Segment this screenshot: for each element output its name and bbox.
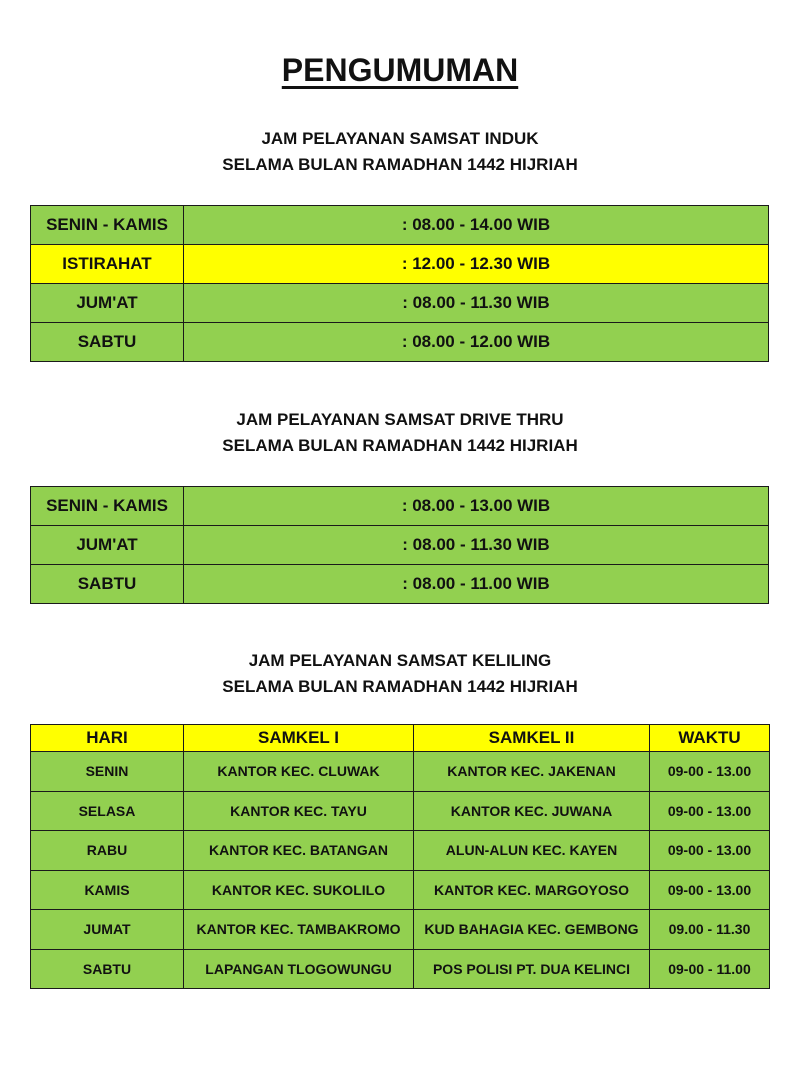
keliling-schedule-table	[30, 724, 770, 989]
keliling-heading	[0, 648, 800, 700]
samkel2-cell: ALUN-ALUN KEC. KAYEN	[414, 831, 650, 871]
samkel1-cell: KANTOR KEC. TAMBAKROMO	[184, 910, 414, 950]
column-header-hari: HARI	[31, 725, 184, 752]
induk-heading-line1: JAM PELAYANAN SAMSAT INDUK	[261, 129, 539, 148]
samkel1-cell: KANTOR KEC. BATANGAN	[184, 831, 414, 871]
column-header-samkel1: SAMKEL I	[184, 725, 414, 752]
time-cell: : 08.00 - 11.30 WIB	[184, 526, 769, 565]
table-row	[31, 323, 769, 362]
samkel1-cell: KANTOR KEC. TAYU	[184, 791, 414, 831]
samkel1-cell: KANTOR KEC. SUKOLILO	[184, 870, 414, 910]
hari-cell: JUMAT	[31, 910, 184, 950]
day-cell: ISTIRAHAT	[31, 245, 184, 284]
table-header-row	[31, 725, 770, 752]
table-row	[31, 752, 770, 792]
table-row	[31, 831, 770, 871]
table-row	[31, 487, 769, 526]
waktu-cell: 09-00 - 13.00	[650, 870, 770, 910]
table-row	[31, 284, 769, 323]
time-cell: : 08.00 - 11.30 WIB	[184, 284, 769, 323]
time-cell: : 12.00 - 12.30 WIB	[184, 245, 769, 284]
day-cell: SABTU	[31, 565, 184, 604]
time-cell: : 08.00 - 12.00 WIB	[184, 323, 769, 362]
waktu-cell: 09.00 - 11.30	[650, 910, 770, 950]
day-cell: JUM'AT	[31, 526, 184, 565]
waktu-cell: 09-00 - 13.00	[650, 752, 770, 792]
samkel1-cell: LAPANGAN TLOGOWUNGU	[184, 949, 414, 989]
table-row	[31, 910, 770, 950]
hari-cell: SABTU	[31, 949, 184, 989]
table-row-break	[31, 245, 769, 284]
page-title: PENGUMUMAN	[281, 52, 519, 88]
samkel2-cell: KANTOR KEC. JAKENAN	[414, 752, 650, 792]
keliling-heading-line1: JAM PELAYANAN SAMSAT KELILING	[248, 651, 552, 670]
table-row	[31, 206, 769, 245]
samkel2-cell: KANTOR KEC. MARGOYOSO	[414, 870, 650, 910]
waktu-cell: 09-00 - 13.00	[650, 831, 770, 871]
hari-cell: RABU	[31, 831, 184, 871]
keliling-heading-line2: SELAMA BULAN RAMADHAN 1442 HIJRIAH	[222, 677, 578, 696]
table-row	[31, 791, 770, 831]
induk-heading-line2: SELAMA BULAN RAMADHAN 1442 HIJRIAH	[222, 155, 578, 174]
induk-hours-table	[30, 205, 769, 362]
hari-cell: SENIN	[31, 752, 184, 792]
drive-thru-heading	[0, 407, 800, 459]
table-row	[31, 565, 769, 604]
table-row	[31, 949, 770, 989]
samkel1-cell: KANTOR KEC. CLUWAK	[184, 752, 414, 792]
induk-heading	[0, 126, 800, 178]
drive-thru-hours-table	[30, 486, 769, 604]
waktu-cell: 09-00 - 11.00	[650, 949, 770, 989]
waktu-cell: 09-00 - 13.00	[650, 791, 770, 831]
day-cell: SENIN - KAMIS	[31, 487, 184, 526]
hari-cell: KAMIS	[31, 870, 184, 910]
samkel2-cell: KANTOR KEC. JUWANA	[414, 791, 650, 831]
day-cell: JUM'AT	[31, 284, 184, 323]
samkel2-cell: POS POLISI PT. DUA KELINCI	[414, 949, 650, 989]
time-cell: : 08.00 - 14.00 WIB	[184, 206, 769, 245]
column-header-samkel2: SAMKEL II	[414, 725, 650, 752]
table-row	[31, 870, 770, 910]
column-header-waktu: WAKTU	[650, 725, 770, 752]
table-row	[31, 526, 769, 565]
drive-thru-heading-line1: JAM PELAYANAN SAMSAT DRIVE THRU	[236, 410, 564, 429]
samkel2-cell: KUD BAHAGIA KEC. GEMBONG	[414, 910, 650, 950]
day-cell: SENIN - KAMIS	[31, 206, 184, 245]
day-cell: SABTU	[31, 323, 184, 362]
time-cell: : 08.00 - 11.00 WIB	[184, 565, 769, 604]
time-cell: : 08.00 - 13.00 WIB	[184, 487, 769, 526]
hari-cell: SELASA	[31, 791, 184, 831]
drive-thru-heading-line2: SELAMA BULAN RAMADHAN 1442 HIJRIAH	[222, 436, 578, 455]
